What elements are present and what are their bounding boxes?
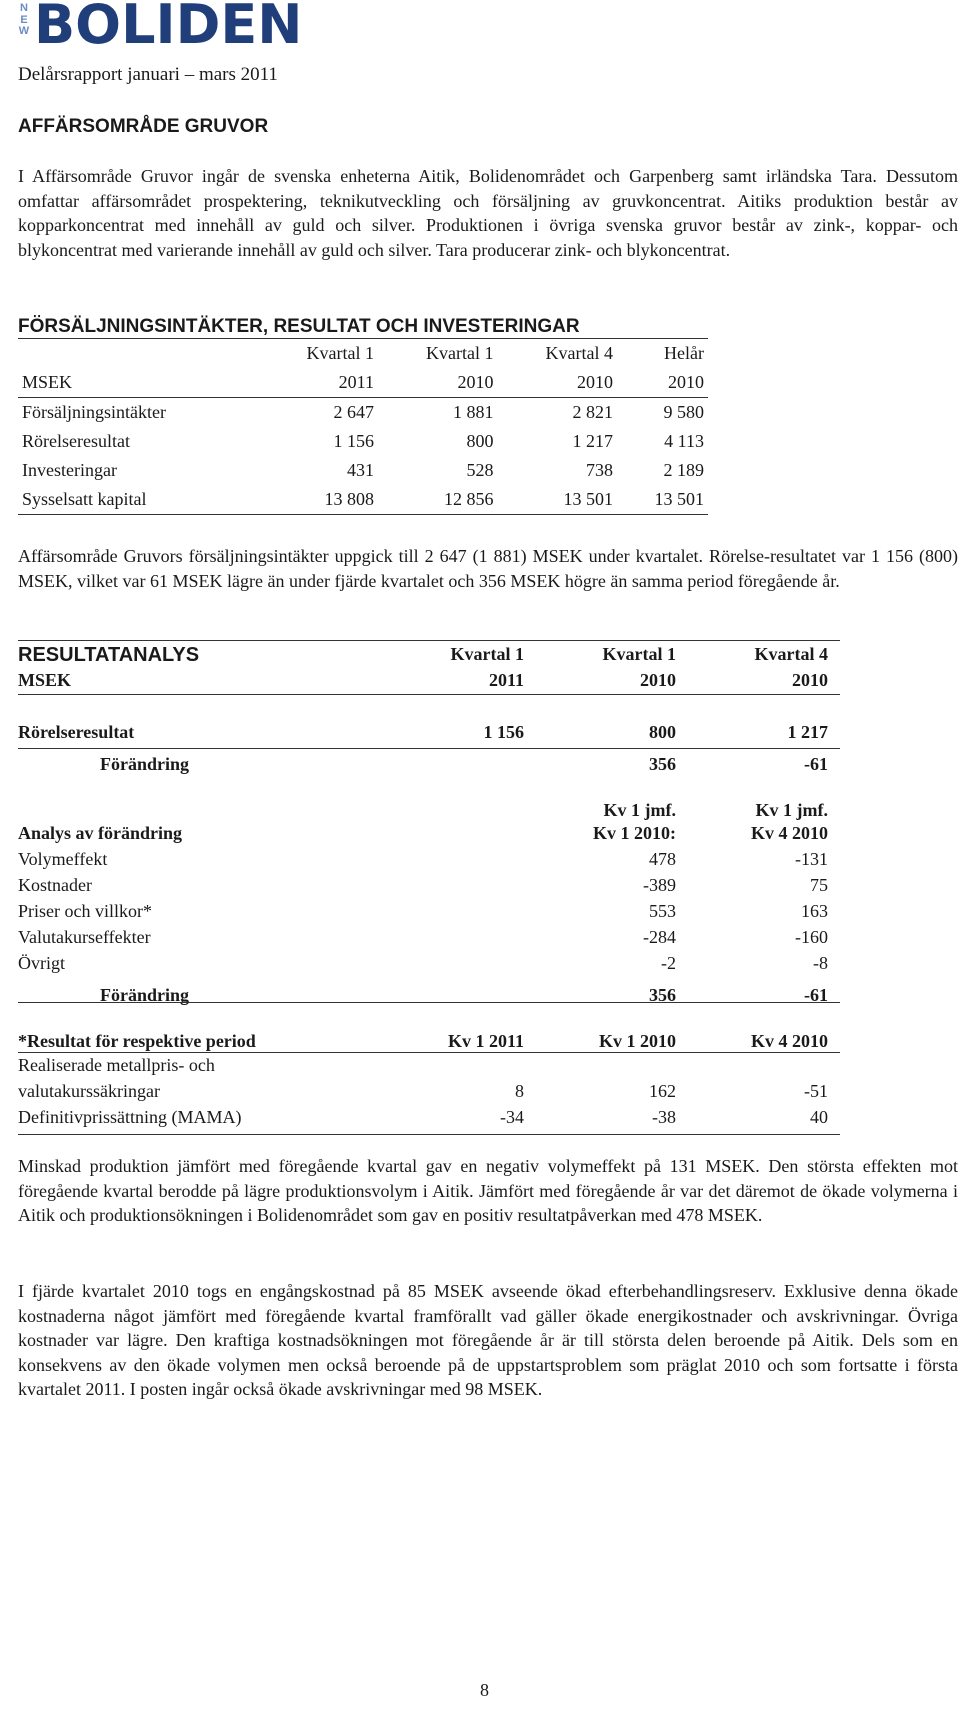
row-label: Volymeffekt [18,849,108,869]
table-cell: 738 [585,460,613,480]
section-title-gruvor: AFFÄRSOMRÅDE GRUVOR [18,116,269,137]
table-cell: 800 [466,431,494,451]
row-label: Förändring [100,754,190,774]
table-row [18,485,708,515]
table-cell: -38 [652,1107,676,1127]
table-cell: 13 501 [617,485,708,515]
unit-label: MSEK [18,670,72,690]
table-header-cell: Kvartal 1 [450,644,524,664]
table-cell: -131 [795,849,828,869]
table-header-cell: 2010 [617,368,708,398]
table-cell: -8 [813,953,828,973]
table-cell: 40 [810,1107,828,1127]
table-row [18,985,840,1011]
row-label: Valutakurseffekter [18,927,151,947]
table-header-cell: Kvartal 1 [602,644,676,664]
table-cell: 13 501 [497,485,616,515]
divider [18,1052,840,1053]
table-cell: 356 [649,754,676,774]
table-header-cell: 2010 [378,368,497,398]
table-cell: -61 [804,754,828,774]
table-cell: -160 [795,927,828,947]
table-header-row [18,1031,840,1057]
table-header-cell: 2010 [792,670,828,690]
table-cell: 2 189 [663,460,704,480]
table-header-cell: Kv 1 2010: [593,823,676,843]
table-cell: 431 [347,460,375,480]
row-label: Rörelseresultat [18,722,135,742]
table-row [18,927,840,953]
table-cell: 478 [649,849,676,869]
table-row [18,1081,840,1107]
divider [18,1134,840,1135]
row-label: valutakurssäkringar [18,1081,160,1101]
table-header-cell: Kv 4 2010 [750,823,828,843]
table-cell: -284 [643,927,676,947]
table-cell: 12 856 [378,485,497,515]
table-header-cell: 2011 [488,670,524,690]
logo-new-letters [18,3,32,38]
table-cell: Investeringar [22,460,117,480]
revenue-paragraph: Affärsområde Gruvors försäljningsintäkter uppgick till 2 647 (1 881) MSEK under kvartalet. Rörelse-resultatet var 1 156 (800) MSEK, vilket var 61 MSEK lägre än under fjärde kvartalet och 356 MSEK högre än samma period föregående år. [18,546,958,591]
table-cell: -389 [643,875,676,895]
table-cell: Rörelseresultat [22,431,130,451]
table-cell: -34 [500,1107,524,1127]
table-cell: 800 [649,722,676,742]
table-header-cell: 2011 [259,368,378,398]
table-row [18,456,708,485]
row-label: *Resultat för respektive period [18,1031,256,1051]
table-cell: 8 [515,1081,524,1101]
table-header-cell [18,339,259,369]
table-cell: 9 580 [663,402,704,422]
row-label: Realiserade metallpris- och [18,1055,215,1075]
table-row [18,398,708,428]
volume-paragraph: Minskad produktion jämfört med föregående kvartal gav en negativ volymeffekt på 131 MSEK. Den största effekten mot föregående kvartal berodde på lägre produktionsvolym i Aitik. Jämfört med föregående år var det däremot de ökade volymerna i Aitik och produktionsökningen i Bolidenområdet som gav en positiv resultatpåverkan med 478 MSEK. [18,1156,958,1225]
row-label: Definitivprissättning (MAMA) [18,1107,242,1127]
section-title-forsaljning: FÖRSÄLJNINGSINTÄKTER, RESULTAT OCH INVESTERINGAR [18,316,580,337]
table-header-row [18,368,708,398]
table-cell: 163 [801,901,828,921]
table-header-cell: Kv 1 jmf. [603,800,676,820]
table-cell: 1 156 [333,431,375,451]
table-cell: 2 821 [572,402,613,422]
cost-paragraph: I fjärde kvartalet 2010 togs en engångskostnad på 85 MSEK avseende ökad efterbehandlingsreserv. Exklusive denna ökade kostnaderna något jämfört med föregående kvartal framförallt vad gäller ökade energikostnader och avskrivningar. Övriga kostnader var lägre. Den kraftiga kostnadsökningen mot föregående år är till största delen beroende på Aitik. Dels som en konsekvens av den ökade volymen men också beroende på de uppstartsproblem som präglat 2010 och som fortsatte i första kvartalet 2011. I posten ingår också ökade avskrivningar med 98 MSEK. [18,1281,958,1399]
table-row [18,875,840,901]
section-title-resultatanalys: RESULTATANALYS [18,644,200,666]
table-cell: -61 [804,985,828,1005]
table-row [18,1055,840,1081]
row-label: Förändring [100,985,190,1005]
table-header-row [18,670,840,696]
table-row [18,901,840,927]
logo-new: NEW [18,2,30,37]
report-title: Delårsrapport januari – mars 2011 [18,64,278,85]
table-row [18,953,840,979]
table-cell: Sysselsatt kapital [18,485,259,515]
divider [18,694,840,695]
table-header-row [18,823,840,849]
table-cell: 162 [649,1081,676,1101]
row-label: Övrigt [18,953,65,973]
table-cell: 553 [649,901,676,921]
row-label: Kostnader [18,875,92,895]
financial-summary-table [18,338,708,515]
table-cell: 356 [649,985,676,1005]
table-cell: 13 808 [259,485,378,515]
table-header-cell: Kv 1 jmf. [755,800,828,820]
table-row [18,722,840,748]
table-header-cell: Kvartal 1 [259,339,378,369]
row-label: Analys av förändring [18,823,183,843]
table-row [18,754,840,780]
table-header-cell: Kv 4 2010 [750,1031,828,1051]
table-row [18,427,708,456]
table-header-cell: 2010 [497,368,616,398]
divider [18,1002,840,1003]
table-cell: 1 217 [572,431,613,451]
table-row [18,849,840,875]
table-header-row [18,644,840,670]
table-cell: Försäljningsintäkter [22,402,166,422]
intro-paragraph: I Affärsområde Gruvor ingår de svenska enheterna Aitik, Bolidenområdet och Garpenberg samt irländska Tara. Dessutom omfattar affärsområdet prospektering, teknikutveckling och försäljning av gruvkoncentrat. Aitiks produktion består av kopparkoncentrat med innehåll av guld och silver. Produktionen i övriga svenska gruvor består av zink-, koppar- och blykoncentrat med varierande innehåll av guld och silver. Tara producerar zink- och blykoncentrat. [18,166,958,260]
table-header-cell: Kv 1 2011 [447,1031,524,1051]
table-header-cell: Kvartal 4 [754,644,828,664]
table-cell: 4 113 [664,431,704,451]
page-number: 8 [480,1680,489,1700]
divider [18,640,840,641]
logo-brand: BOLIDEN [34,0,303,56]
row-label: Priser och villkor* [18,901,152,921]
table-header-row [18,339,708,369]
table-cell: 528 [466,460,494,480]
divider [18,748,840,749]
table-cell: -51 [804,1081,828,1101]
table-row [18,1107,840,1133]
table-cell: 1 881 [452,402,494,422]
table-header-cell: Kvartal 1 [378,339,497,369]
table-cell: -2 [661,953,676,973]
table-cell: 1 156 [483,722,524,742]
table-header-cell: Kvartal 4 [497,339,616,369]
table-header-cell: 2010 [640,670,676,690]
table-header-cell: Kv 1 2010 [598,1031,676,1051]
table-header-cell: MSEK [18,368,259,398]
table-cell: 1 217 [787,722,828,742]
table-cell: 75 [810,875,828,895]
table-header-cell: Helår [617,339,708,369]
table-cell: 2 647 [333,402,375,422]
